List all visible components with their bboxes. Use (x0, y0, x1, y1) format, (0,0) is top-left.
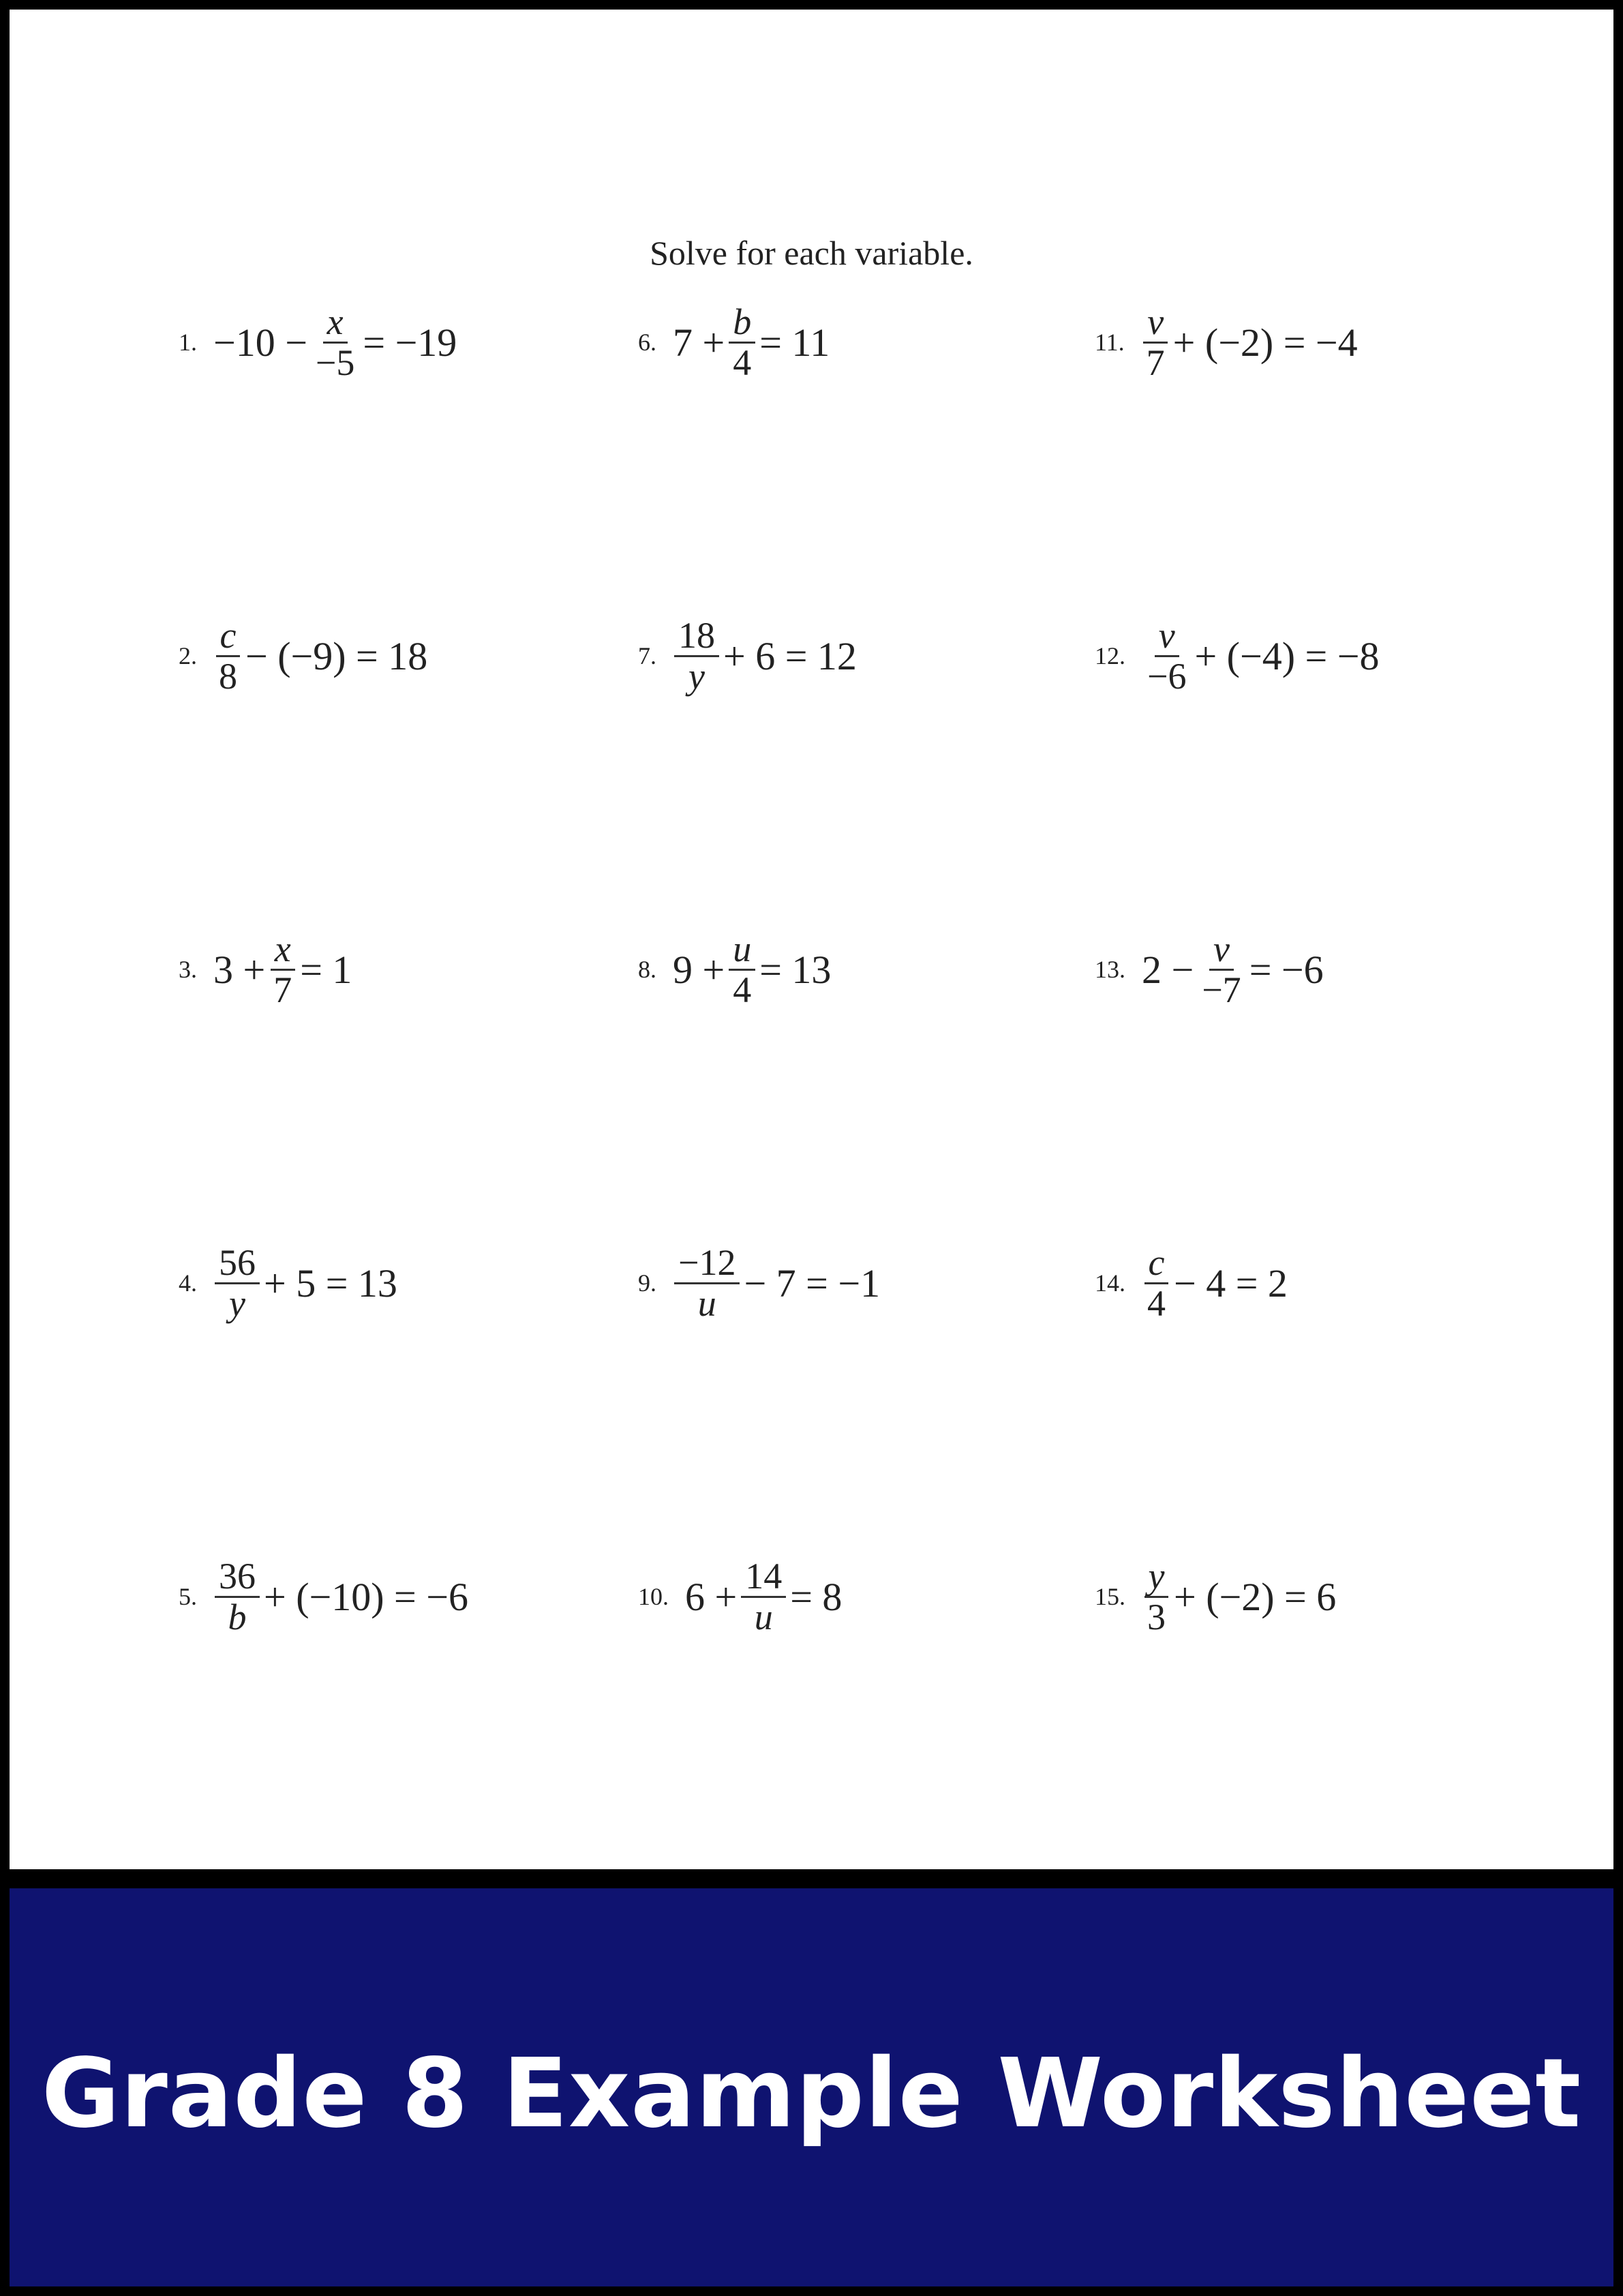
problem-12 (1095, 616, 1380, 695)
problem-number: 6. (638, 329, 656, 357)
equation-text: = −6 (1249, 947, 1324, 992)
fraction-denominator: 7 (273, 969, 292, 1010)
problem-equation (212, 1557, 470, 1636)
fraction-numerator: 56 (215, 1243, 260, 1284)
problem-7 (638, 616, 858, 695)
problem-number: 8. (638, 956, 656, 984)
problem-number: 14. (1095, 1269, 1125, 1297)
problem-number: 13. (1095, 956, 1125, 984)
problem-equation (671, 616, 858, 695)
equation-text: − 4 = 2 (1174, 1260, 1288, 1305)
equation-text: + 6 = 12 (723, 633, 857, 678)
equation-text: 7 + (673, 320, 725, 365)
problem-equation (1140, 616, 1380, 695)
fraction (729, 930, 755, 1009)
fraction (269, 930, 296, 1009)
problem-equation (212, 930, 353, 1009)
fraction-denominator: u (697, 1282, 716, 1324)
equation-text: − 7 = −1 (744, 1260, 881, 1305)
equation-text: − (−9) = 18 (245, 633, 428, 678)
fraction-denominator: 4 (1147, 1282, 1166, 1324)
fraction (1142, 303, 1169, 382)
problem-1 (179, 303, 458, 382)
problem-number: 2. (179, 642, 197, 670)
problem-11 (1095, 303, 1359, 382)
fraction-numerator: v (1143, 303, 1168, 344)
fraction (674, 1243, 740, 1323)
problem-equation (1140, 303, 1359, 382)
fraction-denominator: 4 (733, 969, 752, 1010)
fraction-denominator: −6 (1147, 655, 1187, 697)
problem-4 (179, 1243, 399, 1323)
equation-text: + (−2) = −4 (1172, 320, 1358, 365)
problem-number: 5. (179, 1583, 197, 1611)
problem-6 (638, 303, 831, 382)
fraction-numerator: −12 (674, 1243, 740, 1284)
fraction-denominator: u (754, 1596, 773, 1637)
problem-number: 10. (638, 1583, 669, 1611)
fraction-numerator: v (1155, 616, 1179, 657)
problem-10 (638, 1557, 843, 1636)
fraction (1143, 1557, 1170, 1636)
fraction-numerator: x (323, 303, 348, 344)
equation-text: = 11 (759, 320, 830, 365)
problem-number: 7. (638, 642, 656, 670)
fraction-denominator: y (688, 655, 705, 697)
problem-equation (212, 616, 429, 695)
problem-number: 1. (179, 329, 197, 357)
fraction (215, 616, 241, 695)
problem-number: 15. (1095, 1583, 1125, 1611)
problem-3 (179, 930, 353, 1009)
equation-text: = 1 (300, 947, 352, 992)
equation-text: 9 + (673, 947, 725, 992)
equation-text: + (−2) = 6 (1174, 1574, 1337, 1619)
problem-9 (638, 1243, 881, 1323)
problem-equation (684, 1557, 843, 1636)
problem-2 (179, 616, 429, 695)
equation-text: 3 + (213, 947, 266, 992)
fraction (1143, 1243, 1170, 1323)
problem-equation (1140, 930, 1325, 1009)
problem-equation (1140, 1557, 1337, 1636)
problem-8 (638, 930, 832, 1009)
fraction (1198, 930, 1245, 1009)
problem-equation (671, 930, 832, 1009)
problem-equation (1140, 1243, 1289, 1323)
fraction-numerator: b (729, 303, 755, 344)
fraction (729, 303, 755, 382)
worksheet-sheet (10, 10, 1613, 1869)
fraction-denominator: b (228, 1596, 247, 1637)
fraction-numerator: 14 (741, 1557, 786, 1598)
title-banner (10, 1888, 1613, 2286)
equation-text: + (−4) = −8 (1194, 633, 1380, 678)
fraction-numerator: 36 (215, 1557, 260, 1598)
fraction-denominator: 3 (1147, 1596, 1166, 1637)
problem-5 (179, 1557, 470, 1636)
fraction (215, 1557, 260, 1636)
banner-title: Grade 8 Example Worksheet (41, 2038, 1582, 2149)
fraction (674, 616, 719, 695)
problem-equation (671, 1243, 881, 1323)
fraction (741, 1557, 786, 1636)
fraction-denominator: −7 (1202, 969, 1241, 1010)
fraction (215, 1243, 260, 1323)
equation-text: + (−10) = −6 (264, 1574, 468, 1619)
problem-equation (212, 303, 458, 382)
fraction-numerator: x (271, 930, 295, 971)
problem-equation (212, 1243, 399, 1323)
equation-text: = −19 (363, 320, 457, 365)
fraction-numerator: c (216, 616, 241, 657)
problem-equation (671, 303, 831, 382)
problem-number: 4. (179, 1269, 197, 1297)
fraction-numerator: u (729, 930, 755, 971)
fraction (1143, 616, 1190, 695)
fraction-denominator: 8 (219, 655, 237, 697)
equation-text: + 5 = 13 (264, 1260, 397, 1305)
problem-number: 3. (179, 956, 197, 984)
fraction-denominator: −5 (315, 342, 355, 383)
fraction-numerator: v (1209, 930, 1234, 971)
problem-number: 11. (1095, 329, 1125, 357)
fraction-numerator: y (1144, 1557, 1169, 1598)
equation-text: = 13 (759, 947, 832, 992)
fraction-denominator: 4 (733, 342, 752, 383)
equation-text: −10 − (213, 320, 307, 365)
fraction (312, 303, 359, 382)
problem-number: 12. (1095, 642, 1125, 670)
fraction-denominator: 7 (1146, 342, 1165, 383)
equation-text: 2 − (1142, 947, 1194, 992)
problem-15 (1095, 1557, 1337, 1636)
fraction-denominator: y (229, 1282, 245, 1324)
equation-text: = 8 (790, 1574, 843, 1619)
problem-13 (1095, 930, 1325, 1009)
problem-number: 9. (638, 1269, 656, 1297)
equation-text: 6 + (685, 1574, 738, 1619)
fraction-numerator: 18 (674, 616, 719, 657)
worksheet-instruction: Solve for each variable. (650, 234, 973, 272)
fraction-numerator: c (1144, 1243, 1169, 1284)
problem-14 (1095, 1243, 1289, 1323)
